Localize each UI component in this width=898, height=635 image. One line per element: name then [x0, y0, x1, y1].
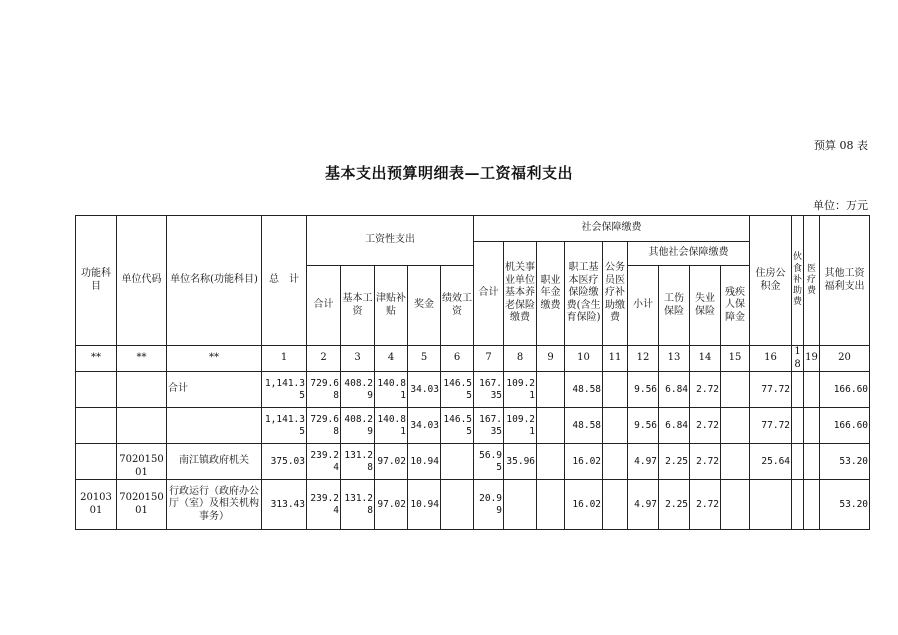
value-cell: 56.95	[474, 444, 504, 480]
func-cell	[76, 444, 117, 480]
value-cell	[603, 372, 628, 408]
value-cell	[750, 480, 792, 530]
header-disability: 残疾人保障金	[721, 266, 750, 346]
value-cell	[504, 480, 537, 530]
value-cell	[441, 444, 474, 480]
index-cell: 15	[721, 346, 750, 372]
value-cell: 167.35	[474, 408, 504, 444]
code-cell	[117, 408, 167, 444]
value-cell	[537, 480, 565, 530]
value-cell: 34.03	[408, 372, 441, 408]
value-cell: 10.94	[408, 480, 441, 530]
value-cell: 375.03	[262, 444, 307, 480]
index-cell: 10	[565, 346, 603, 372]
value-cell	[441, 480, 474, 530]
index-cell: 19	[804, 346, 820, 372]
table-row	[76, 480, 870, 530]
value-cell: 48.58	[565, 372, 603, 408]
value-cell: 16.02	[565, 444, 603, 480]
header-other-welfare: 其他工资福利支出	[820, 216, 870, 346]
header-unit-name: 单位名称(功能科目)	[167, 216, 262, 346]
index-cell: 9	[537, 346, 565, 372]
value-cell	[537, 444, 565, 480]
value-cell: 34.03	[408, 408, 441, 444]
unit-label: 单位：万元	[813, 199, 868, 212]
value-cell: 9.56	[628, 408, 659, 444]
index-cell: 7	[474, 346, 504, 372]
value-cell: 35.96	[504, 444, 537, 480]
value-cell: 167.35	[474, 372, 504, 408]
index-cell: 20	[820, 346, 870, 372]
header-housing: 住房公积金	[750, 216, 792, 346]
header-allowance: 津贴补贴	[375, 266, 408, 346]
page-title: 基本支出预算明细表—工资福利支出	[324, 164, 573, 182]
value-cell	[603, 480, 628, 530]
value-cell: 146.55	[441, 372, 474, 408]
value-cell: 2.72	[690, 480, 721, 530]
index-cell: 5	[408, 346, 441, 372]
header-medical-fee: 医疗费	[804, 216, 820, 346]
index-cell: 16	[750, 346, 792, 372]
value-cell: 53.20	[820, 480, 870, 530]
index-cell: 3	[341, 346, 375, 372]
value-cell	[792, 480, 804, 530]
value-cell	[804, 444, 820, 480]
table-row	[76, 372, 870, 408]
value-cell: 77.72	[750, 372, 792, 408]
index-cell: 1	[262, 346, 307, 372]
value-cell: 109.21	[504, 372, 537, 408]
value-cell: 16.02	[565, 480, 603, 530]
value-cell	[721, 444, 750, 480]
value-cell: 109.21	[504, 408, 537, 444]
value-cell: 4.97	[628, 480, 659, 530]
form-number: 预算 08 表	[814, 139, 868, 152]
index-cell: **	[167, 346, 262, 372]
value-cell: 2.25	[659, 444, 690, 480]
header-meal: 伙食补助费	[792, 216, 804, 346]
value-cell: 408.29	[341, 408, 375, 444]
header-injury: 工伤保险	[659, 266, 690, 346]
value-cell: 131.28	[341, 480, 375, 530]
value-cell	[603, 408, 628, 444]
code-cell: 702015001	[117, 480, 167, 530]
table-row	[76, 408, 870, 444]
budget-table	[75, 215, 870, 530]
index-cell: 4	[375, 346, 408, 372]
value-cell: 48.58	[565, 408, 603, 444]
value-cell: 10.94	[408, 444, 441, 480]
value-cell: 1,141.35	[262, 408, 307, 444]
header-social-group: 社会保障缴费	[474, 216, 750, 242]
value-cell	[537, 372, 565, 408]
header-bonus: 奖金	[408, 266, 441, 346]
value-cell: 408.29	[341, 372, 375, 408]
value-cell	[804, 408, 820, 444]
index-cell: 6	[441, 346, 474, 372]
value-cell: 25.64	[750, 444, 792, 480]
code-cell	[117, 372, 167, 408]
value-cell: 53.20	[820, 444, 870, 480]
value-cell: 2.25	[659, 480, 690, 530]
value-cell	[603, 444, 628, 480]
header-other-subtotal: 小计	[628, 266, 659, 346]
value-cell: 4.97	[628, 444, 659, 480]
value-cell	[804, 372, 820, 408]
header-other-social-group: 其他社会保障缴费	[628, 242, 750, 266]
value-cell: 239.24	[307, 480, 341, 530]
value-cell: 1,141.35	[262, 372, 307, 408]
header-social-subtotal: 合计	[474, 242, 504, 346]
header-wage-subtotal: 合计	[307, 266, 341, 346]
value-cell: 313.43	[262, 480, 307, 530]
func-cell	[76, 408, 117, 444]
name-cell: 行政运行（政府办公厅（室）及相关机构事务）	[167, 480, 262, 530]
index-cell: 11	[603, 346, 628, 372]
index-cell: 18	[792, 346, 804, 372]
header-unemployment: 失业保险	[690, 266, 721, 346]
value-cell: 9.56	[628, 372, 659, 408]
value-cell: 140.81	[375, 408, 408, 444]
value-cell	[804, 480, 820, 530]
header-civil-medical: 公务员医疗补助缴费	[603, 242, 628, 346]
value-cell: 2.72	[690, 408, 721, 444]
value-cell: 166.60	[820, 408, 870, 444]
index-cell: 13	[659, 346, 690, 372]
header-row-1	[76, 216, 870, 242]
value-cell: 97.02	[375, 480, 408, 530]
header-basic-wage: 基本工资	[341, 266, 375, 346]
value-cell: 20.99	[474, 480, 504, 530]
name-cell	[167, 408, 262, 444]
value-cell: 77.72	[750, 408, 792, 444]
index-cell: **	[117, 346, 167, 372]
value-cell	[792, 372, 804, 408]
header-unit-code: 单位代码	[117, 216, 167, 346]
index-cell: 8	[504, 346, 537, 372]
index-cell: 2	[307, 346, 341, 372]
value-cell: 97.02	[375, 444, 408, 480]
index-cell: 12	[628, 346, 659, 372]
value-cell: 6.84	[659, 372, 690, 408]
func-cell	[76, 372, 117, 408]
value-cell	[792, 444, 804, 480]
header-func-subject: 功能科目	[76, 216, 117, 346]
value-cell: 131.28	[341, 444, 375, 480]
value-cell	[721, 372, 750, 408]
header-wage-group: 工资性支出	[307, 216, 474, 266]
func-cell: 2010301	[76, 480, 117, 530]
value-cell: 166.60	[820, 372, 870, 408]
value-cell: 729.68	[307, 372, 341, 408]
index-cell: **	[76, 346, 117, 372]
value-cell	[721, 408, 750, 444]
code-cell: 702015001	[117, 444, 167, 480]
header-annuity: 职业年金缴费	[537, 242, 565, 346]
value-cell	[792, 408, 804, 444]
value-cell: 146.55	[441, 408, 474, 444]
header-pension: 机关事业单位基本养老保险缴费	[504, 242, 537, 346]
header-total: 总 计	[262, 216, 307, 346]
value-cell	[537, 408, 565, 444]
value-cell: 6.84	[659, 408, 690, 444]
table-row	[76, 444, 870, 480]
index-row	[76, 346, 870, 372]
header-medical: 职工基本医疗保险缴费(含生育保险)	[565, 242, 603, 346]
value-cell: 2.72	[690, 372, 721, 408]
value-cell: 729.68	[307, 408, 341, 444]
name-cell: 合计	[167, 372, 262, 408]
header-performance: 绩效工资	[441, 266, 474, 346]
value-cell: 2.72	[690, 444, 721, 480]
name-cell: 南江镇政府机关	[167, 444, 262, 480]
value-cell: 239.24	[307, 444, 341, 480]
value-cell	[721, 480, 750, 530]
index-cell: 14	[690, 346, 721, 372]
value-cell: 140.81	[375, 372, 408, 408]
